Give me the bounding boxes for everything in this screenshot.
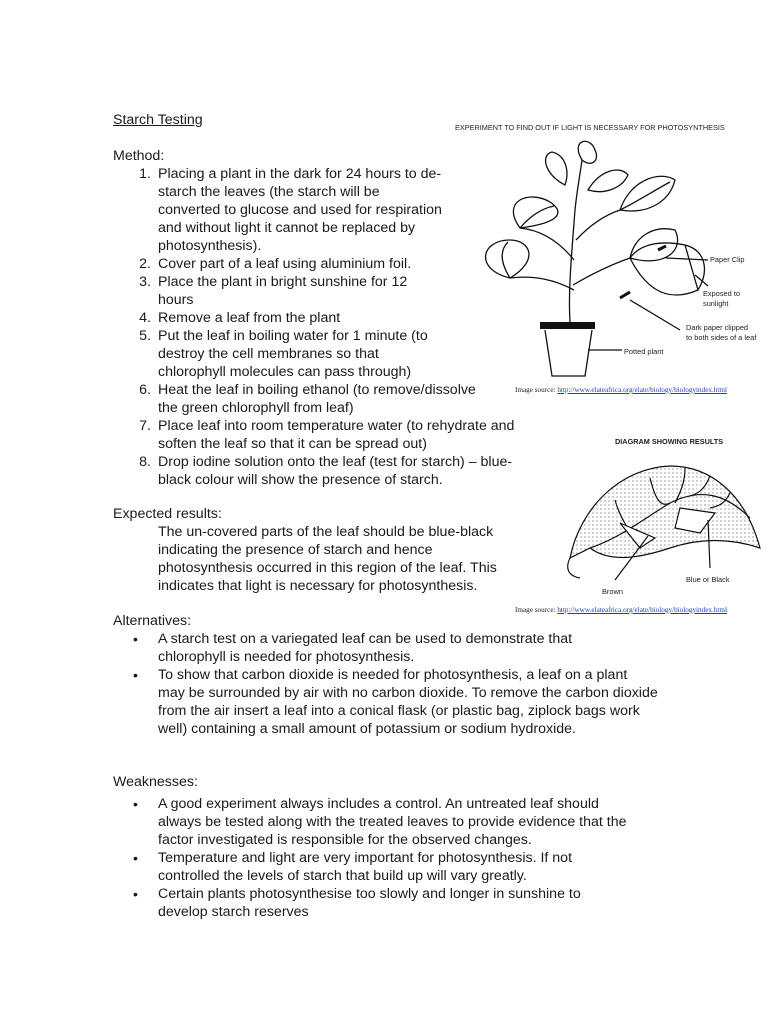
- bullet: •: [133, 886, 138, 902]
- figure1-source-link[interactable]: http://www.elateafrica.org/elate/biology/biologyindex.html: [557, 386, 727, 394]
- bullet: •: [133, 667, 138, 683]
- label-paper-clip: Paper Clip: [710, 255, 745, 264]
- figure2-source-link[interactable]: http://www.elateafrica.org/elate/biology/biologyindex.html: [557, 606, 727, 614]
- weakness-item: Certain plants photosynthesise too slowly and longer in sunshine to develop starch reserves: [158, 886, 581, 920]
- method-step: Put the leaf in boiling water for 1 minute (to destroy the cell membranes so that chlorophyll molecules can pass through): [158, 328, 428, 380]
- method-step: Drop iodine solution onto the leaf (test for starch) – blue-black colour will show the presence of starch.: [158, 454, 513, 488]
- alternative-item: To show that carbon dioxide is needed for photosynthesis, a leaf on a plant may be surrounded by air with no carbon dioxide. To remove the carbon dioxide from the air insert a leaf into a conical flask (or plastic bag, ziplock bags work well) containing a small amount of potassium or sodium hydroxide.: [158, 667, 658, 737]
- bullet: •: [133, 850, 138, 866]
- method-step: Remove a leaf from the plant: [158, 310, 341, 326]
- step-number: 2.: [139, 256, 151, 272]
- figure2-caption: DIAGRAM SHOWING RESULTS: [615, 437, 724, 446]
- label-exposed-1: Exposed to: [703, 289, 740, 298]
- step-number: 3.: [139, 274, 151, 290]
- page-title: Starch Testing: [113, 112, 203, 128]
- expected-heading: Expected results:: [113, 506, 222, 522]
- method-step: Place leaf into room temperature water (to rehydrate and soften the leaf so that it can be spread out): [158, 418, 515, 452]
- step-number: 5.: [139, 328, 151, 344]
- method-step: Heat the leaf in boiling ethanol (to remove/dissolve the green chlorophyll from leaf): [158, 382, 476, 416]
- figure1-source: Image source: http://www.elateafrica.org/elate/biology/biologyindex.html: [515, 386, 727, 394]
- bullet: •: [133, 631, 138, 647]
- alternatives-heading: Alternatives:: [113, 613, 192, 629]
- method-step: Cover part of a leaf using aluminium foil.: [158, 256, 412, 272]
- figure1-caption: EXPERIMENT TO FIND OUT IF LIGHT IS NECESSARY FOR PHOTOSYNTHESIS: [455, 123, 725, 132]
- weakness-item: Temperature and light are very important for photosynthesis. If not controlled the levels of starch that build up will vary greatly.: [158, 850, 573, 884]
- results-leaf-illustration: [560, 448, 765, 583]
- figure2-source: Image source: http://www.elateafrica.org/elate/biology/biologyindex.html: [515, 606, 727, 614]
- step-number: 7.: [139, 418, 151, 434]
- method-step: Place the plant in bright sunshine for 12 hours: [158, 274, 408, 308]
- step-number: 4.: [139, 310, 151, 326]
- step-number: 6.: [139, 382, 151, 398]
- weaknesses-heading: Weaknesses:: [113, 774, 198, 790]
- expected-text: The un-covered parts of the leaf should be blue-black indicating the presence of starch and hence photosynthesis occurred in this region of the leaf. This indicates that light is necessary for photosynthesis.: [158, 524, 497, 594]
- label-exposed-2: sunlight: [703, 299, 729, 308]
- method-heading: Method:: [113, 148, 165, 164]
- label-dark-paper-2: to both sides of a leaf: [686, 333, 757, 342]
- label-potted-plant: Potted plant: [624, 347, 664, 356]
- label-brown: Brown: [602, 587, 623, 596]
- bullet: •: [133, 796, 138, 812]
- plant-illustration: [470, 140, 768, 390]
- step-number: 1.: [139, 166, 151, 182]
- method-step: Placing a plant in the dark for 24 hours to de-starch the leaves (the starch will be converted to glucose and used for respiration and without light it cannot be replaced by photosynthesis).: [158, 166, 442, 254]
- weakness-item: A good experiment always includes a control. An untreated leaf should always be tested along with the treated leaves to provide evidence that the factor investigated is responsible for the observed changes.: [158, 796, 627, 848]
- label-dark-paper-1: Dark paper clipped: [686, 323, 749, 332]
- alternative-item: A starch test on a variegated leaf can be used to demonstrate that chlorophyll is needed for photosynthesis.: [158, 631, 573, 665]
- step-number: 8.: [139, 454, 151, 470]
- label-blue-black: Blue or Black: [686, 575, 730, 584]
